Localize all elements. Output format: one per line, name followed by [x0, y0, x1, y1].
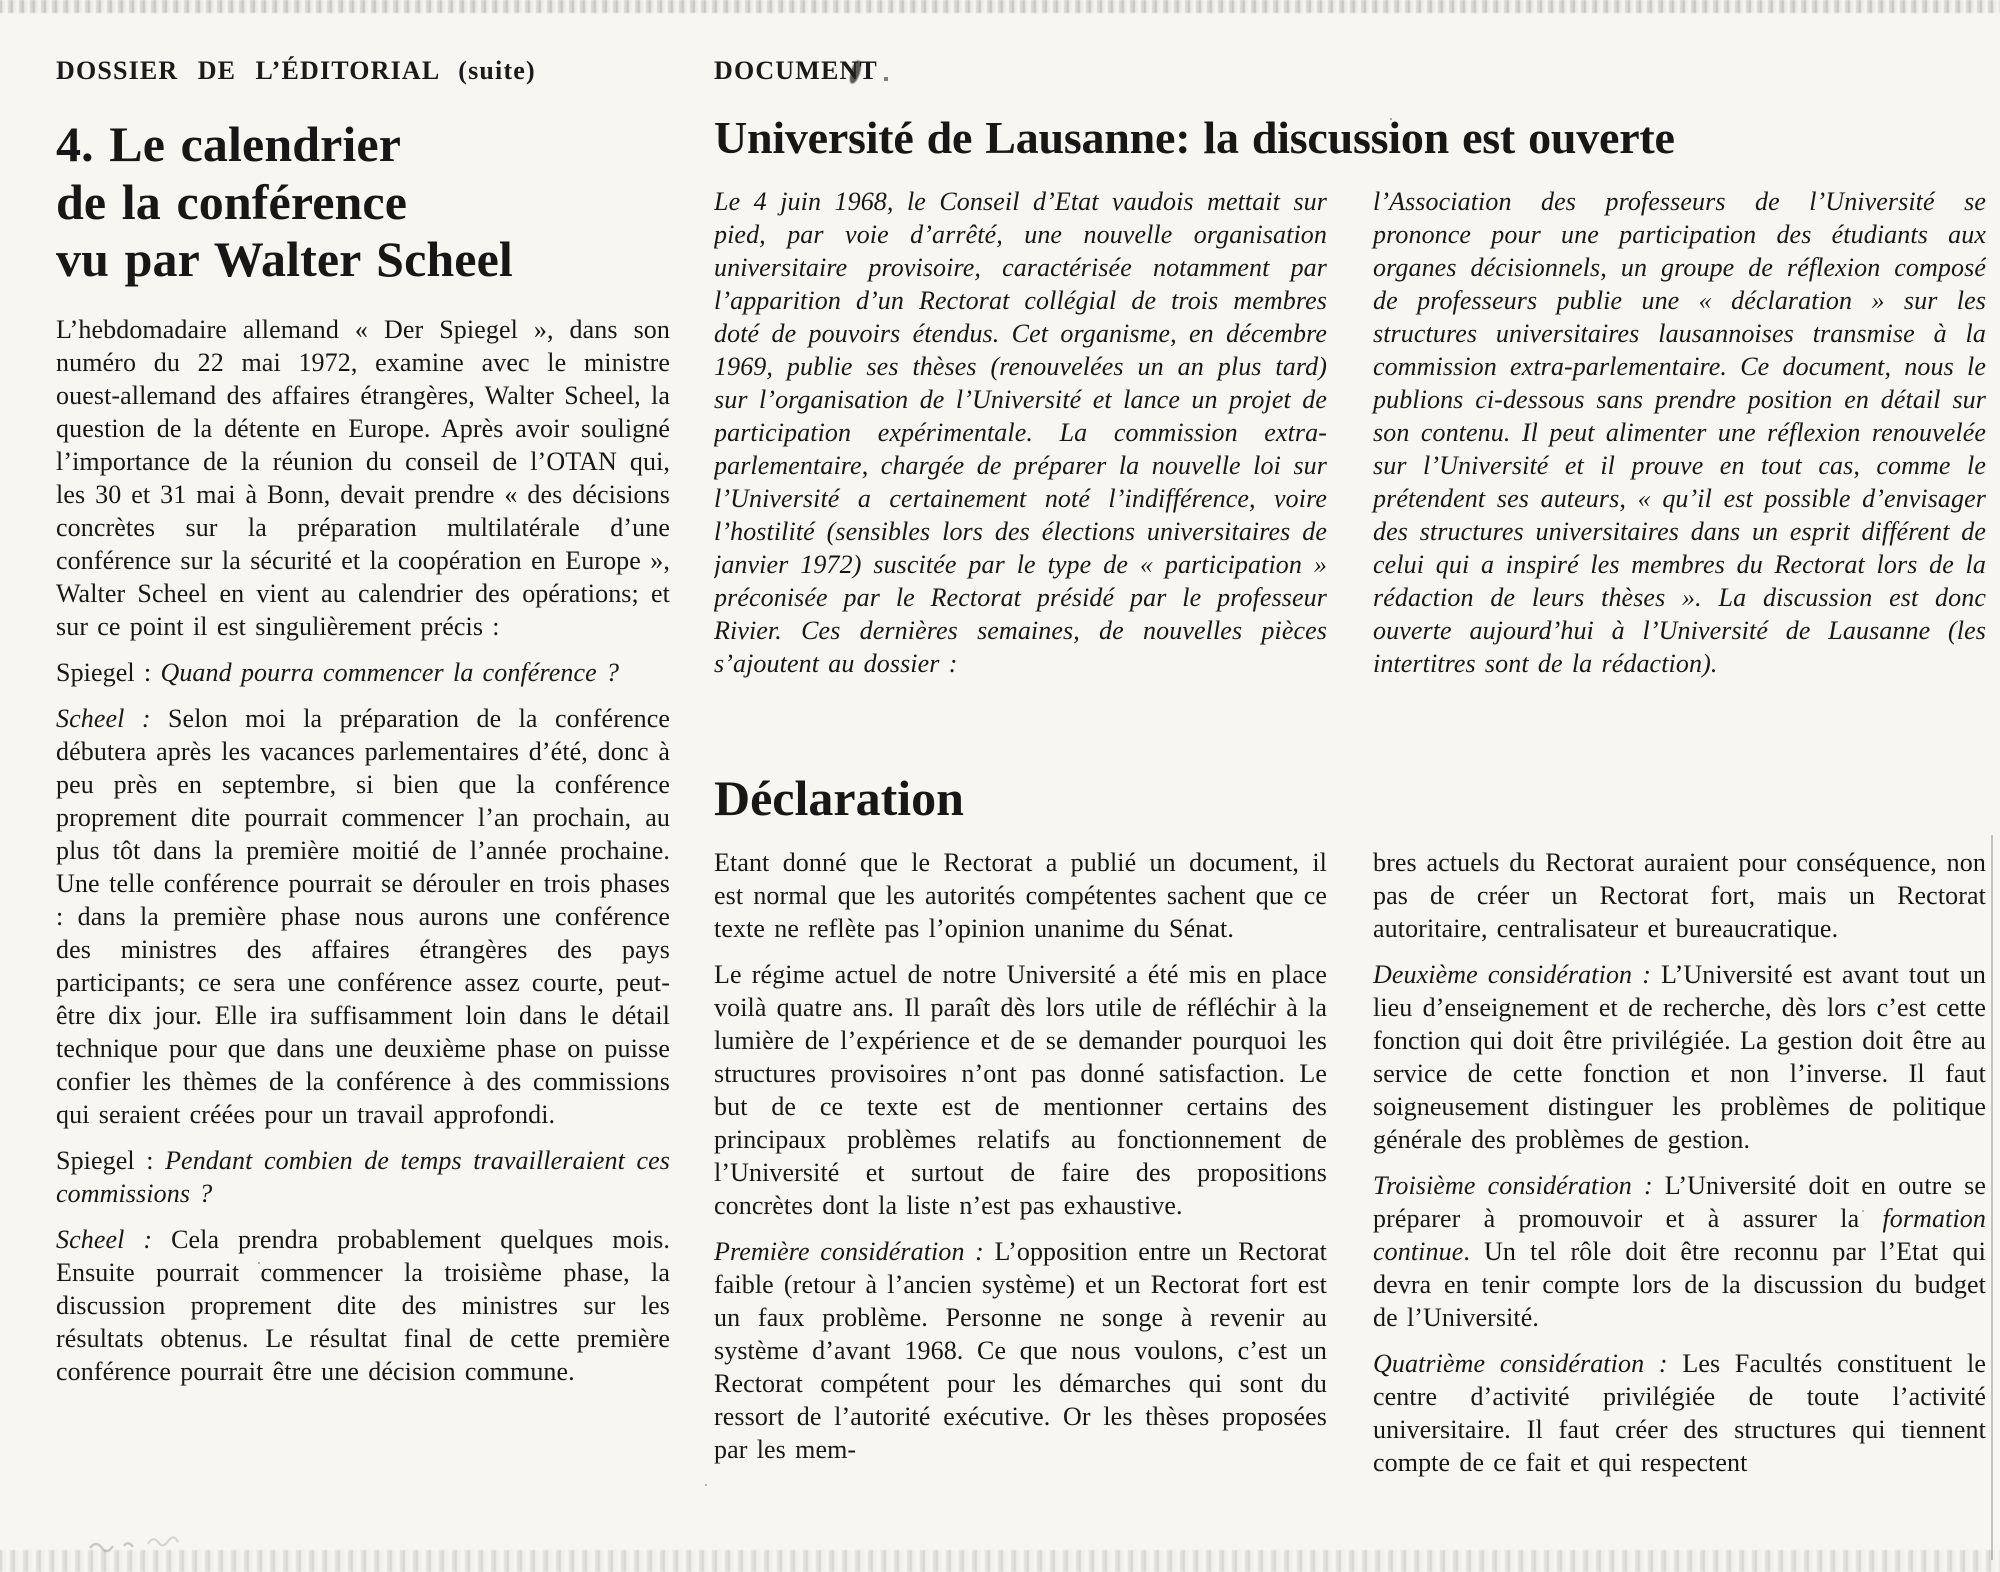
paragraph-text: L’Université est avant tout un lieu d’enseignement et de recherche, dès lors c’est cette fonction qui doit être privilégiée. La gestion doit être au service de cette fonction et non l’inverse. Il faut soigneusement distinguer les problèmes de politique générale des problèmes de gestion.: [1373, 959, 1986, 1154]
question-text: Pendant combien de temps travailleraient ces commissions ?: [56, 1145, 670, 1208]
paragraph: l’Association des professeurs de l’Université se prononce pour une participation des étudiants aux organes décisionnels, un groupe de réflexion composé de professeurs publie une « déclaration » sur les structures universitaires lausannoises transmise à la commission extra-parlementaire. Ce document, nous le publions ci-dessous sans prendre position en détail sur son contenu. Il peut alimenter une réflexion renouvelée sur l’Université et il prouve en tout cas, comme le prétendent ses auteurs, « qu’il est possible d’envisager des structures universitaires dans un esprit différent de celui qui a inspiré les membres du Rectorat lors de la rédaction de leurs thèses ». La discussion est donc ouverte aujourd’hui à l’Université de Lausanne (les intertitres sont de la rédaction).: [1373, 186, 1986, 678]
intro-column-1: [714, 185, 1327, 771]
speaker-label: Spiegel :: [56, 657, 161, 687]
article-title-line-3: vu par Walter Scheel: [56, 231, 513, 287]
paragraph: [1373, 958, 1986, 1156]
document-section: [714, 56, 1986, 1479]
declaration-column-1: [714, 846, 1327, 1479]
scan-specks: [0, 0, 2, 2]
paragraph-text: . Un tel rôle doit être reconnu par l’Etat qui devra en tenir compte lors de la discussion du budget de l’Université.: [1373, 1236, 1986, 1332]
speaker-label: Spiegel :: [56, 1145, 166, 1175]
consideration-label: Deuxième considération :: [1373, 959, 1662, 989]
declaration-body: [714, 846, 1986, 1479]
paragraph: [56, 1223, 670, 1388]
paragraph: [56, 313, 670, 643]
paragraph: [1373, 1347, 1986, 1479]
paragraph: [1373, 1169, 1986, 1334]
article-title-line-2: de la conférence: [56, 173, 408, 230]
paragraph: [1373, 846, 1986, 945]
answer-text: Cela prendra probablement quelques mois. Ensuite pourrait commencer la troisième phase, la discussion proprement dite des ministres sur les résultats obtenus. Le résultat final de cette première conférence pourrait être une décision commune.: [56, 1224, 670, 1386]
section-kicker: DOSSIER DE L’ÉDITORIAL (suite): [56, 56, 536, 85]
paragraph: [714, 1235, 1327, 1466]
paragraph-text: Etant donné que le Rectorat a publié un document, il est normal que les autorités compétentes sachent que ce texte ne reflète pas l’opinion unanime du Sénat.: [714, 847, 1327, 943]
paragraph: Le 4 juin 1968, le Conseil d’Etat vaudois mettait sur pied, par voie d’arrêté, une nouvelle organisation universitaire provisoire, caractérisée notamment par l’apparition d’un Rectorat collégial de trois membres doté de pouvoirs étendus. Cet organisme, en décembre 1969, publie ses thèses (renouvelées un an plus tard) sur l’organisation de l’Université et lance un projet de participation expérimentale. La commission extra-parlementaire, chargée de préparer la nouvelle loi sur l’Université a certainement noté l’indifférence, voire l’hostilité (sensibles lors des élections universitaires de janvier 1972) suscitée par le type de « participation » préconisée par le Rectorat présidé par le professeur Rivier. Ces dernières semaines, de nouvelles pièces s’ajoutent au dossier :: [714, 186, 1327, 678]
paragraph-text: bres actuels du Rectorat auraient pour conséquence, non pas de créer un Rectorat fort, mais un Rectorat autoritaire, centralisateur et bureaucratique.: [1373, 847, 1986, 943]
answer-text: Selon moi la préparation de la conférence débutera après les vacances parlementaires d’été, donc à peu près en septembre, si bien que la conférence proprement dite pourrait commencer l’an prochain, au plus tôt dans la première moitié de l’année prochaine. Une telle conférence pourrait se dérouler en trois phases : dans la première phase nous aurons une conférence des ministres des affaires étrangères des pays participants; ce sera une conférence assez courte, peut-être dix jour. Elle ira suffisamment loin dans le détail technique pour que dans une deuxième phase on puisse confier les thèmes de la conférence à des commissions qui seraient créées pour un travail approfondi.: [56, 703, 670, 1129]
article-title: [56, 116, 670, 289]
declaration-heading: Déclaration: [714, 769, 964, 826]
paragraph-text: Le régime actuel de notre Université a été mis en place voilà quatre ans. Il paraît dès lors utile de réfléchir à la lumière de l’expérience et de se demander pourquoi les structures provisoires n’ont pas donné satisfaction. Le but de ce texte est de mentionner certains des principaux problèmes relatifs au fonctionnement de l’Université et surtout de faire des propositions concrètes dont la liste n’est pas exhaustive.: [714, 959, 1327, 1220]
paragraph: [714, 846, 1327, 945]
intro-column-2: [1373, 185, 1986, 771]
paragraph-text: Les Facultés constituent le centre d’activité privilégiée de toute l’activité universitaire. Il faut créer des structures qui tiennent compte de ce fait et qui respectent: [1373, 1348, 1986, 1477]
paragraph-text: L’hebdomadaire allemand « Der Spiegel », dans son numéro du 22 mai 1972, examine avec le ministre ouest-allemand des affaires étrangères, Walter Scheel, la question de la détente en Europe. Après avoir souligné l’importance de la réunion du conseil de l’OTAN qui, les 30 et 31 mai à Bonn, devait prendre « des décisions concrètes sur la préparation multilatérale d’une conférence sur la sécurité et la coopération en Europe », Walter Scheel en vient au calendrier des opérations; et sur ce point il est singulièrement précis :: [56, 314, 670, 641]
speaker-label: Scheel :: [56, 703, 168, 733]
question-text: Quand pourra commencer la conférence ?: [160, 657, 620, 687]
paragraph-text: L’Université doit en outre se préparer à promouvoir et à assurer la: [1373, 1170, 1986, 1233]
scan-noise-top: [0, 0, 2000, 13]
paragraph: [56, 656, 670, 689]
editorial-dossier-article: [56, 56, 670, 1388]
paragraph: [714, 958, 1327, 1222]
document-kicker: DOCUMENT: [714, 56, 878, 85]
paragraph-text: L’opposition entre un Rectorat faible (retour à l’ancien système) et un Rectorat fort est un faux problème. Personne ne songe à revenir au système d’avant 1968. Ce que nous voulons, c’est un Rectorat compétent pour les démarches qui sont du ressort de l’autorité exécutive. Or les thèses proposées par les mem-: [714, 1236, 1327, 1464]
declaration-column-2: [1373, 846, 1986, 1479]
paragraph: [56, 1144, 670, 1210]
document-intro: [714, 185, 1986, 771]
speaker-label: Scheel :: [56, 1224, 172, 1254]
paragraph: [56, 702, 670, 1131]
document-title: Université de Lausanne: la discussion est ouverte: [714, 112, 1675, 163]
pencil-mark: [84, 1522, 254, 1562]
emphasized-term: formation continue: [1373, 1203, 1986, 1266]
article-body: [56, 313, 670, 1388]
consideration-label: Troisième considération :: [1373, 1170, 1665, 1200]
scan-edge-line: [1991, 835, 1993, 1560]
consideration-label: Première considération :: [714, 1236, 995, 1266]
scan-noise-bottom: [0, 1550, 2000, 1572]
article-title-line-1: 4. Le calendrier: [56, 116, 402, 172]
consideration-label: Quatrième considération :: [1373, 1348, 1683, 1378]
